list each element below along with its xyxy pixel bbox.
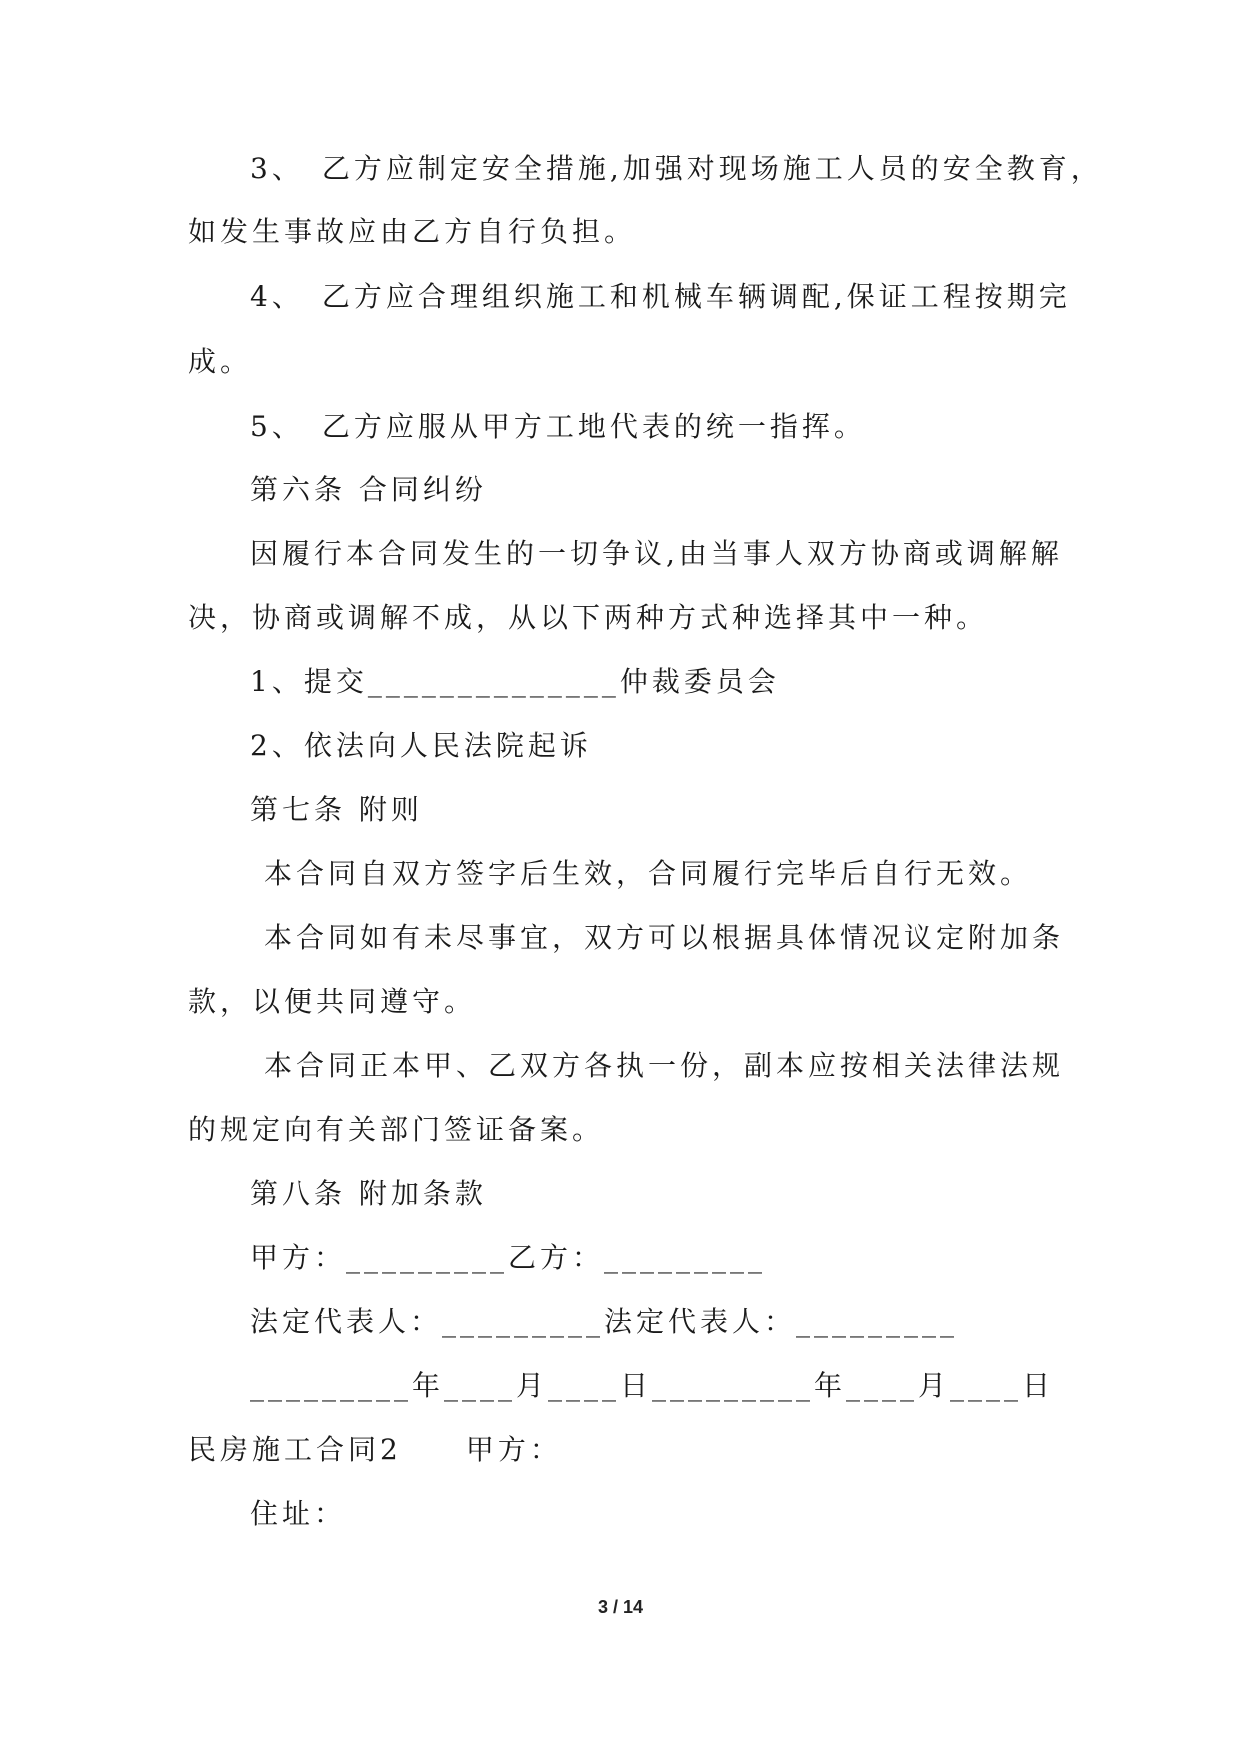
contract-2-title: 民房施工合同2 甲方： (188, 1433, 562, 1466)
signature-parties: 甲方：_________乙方：_________ (250, 1241, 767, 1274)
paragraph-dispute-cont: 决，协商或调解不成，从以下两种方式种选择其中一种。 (188, 601, 989, 634)
paragraph-supplement: 本合同如有未尽事宜，双方可以根据具体情况议定附加条 (264, 921, 1065, 954)
article-6-heading: 第六条 合同纠纷 (250, 473, 487, 506)
paragraph-clause-4-cont: 成。 (188, 345, 253, 378)
address-label: 住址： (250, 1497, 347, 1530)
paragraph-supplement-cont: 款，以便共同遵守。 (188, 985, 477, 1018)
option-arbitration: 1、提交______________仲裁委员会 (250, 665, 780, 698)
paragraph-dispute: 因履行本合同发生的一切争议,由当事人双方协商或调解解 (250, 537, 1063, 570)
paragraph-copies: 本合同正本甲、乙双方各执一份，副本应按相关法律法规 (264, 1049, 1065, 1082)
signature-representatives: 法定代表人：_________法定代表人：_________ (250, 1305, 959, 1338)
paragraph-effective: 本合同自双方签字后生效，合同履行完毕后自行无效。 (264, 857, 1033, 890)
page-number: 3 / 14 (597, 1597, 644, 1617)
option-court: 2、依法向人民法院起诉 (250, 729, 592, 762)
paragraph-clause-4: 4、 乙方应合理组织施工和机械车辆调配,保证工程按期完 (250, 280, 1071, 313)
paragraph-clause-3: 3、 乙方应制定安全措施,加强对现场施工人员的安全教育， (250, 152, 1103, 185)
article-8-heading: 第八条 附加条款 (250, 1177, 487, 1210)
signature-dates: _________年____月____日_________年____月____日 (250, 1369, 1055, 1402)
paragraph-clause-5: 5、 乙方应服从甲方工地代表的统一指挥。 (250, 410, 866, 443)
paragraph-clause-3-cont: 如发生事故应由乙方自行负担。 (188, 215, 637, 248)
article-7-heading: 第七条 附则 (250, 793, 423, 826)
paragraph-copies-cont: 的规定向有关部门签证备案。 (188, 1113, 605, 1146)
